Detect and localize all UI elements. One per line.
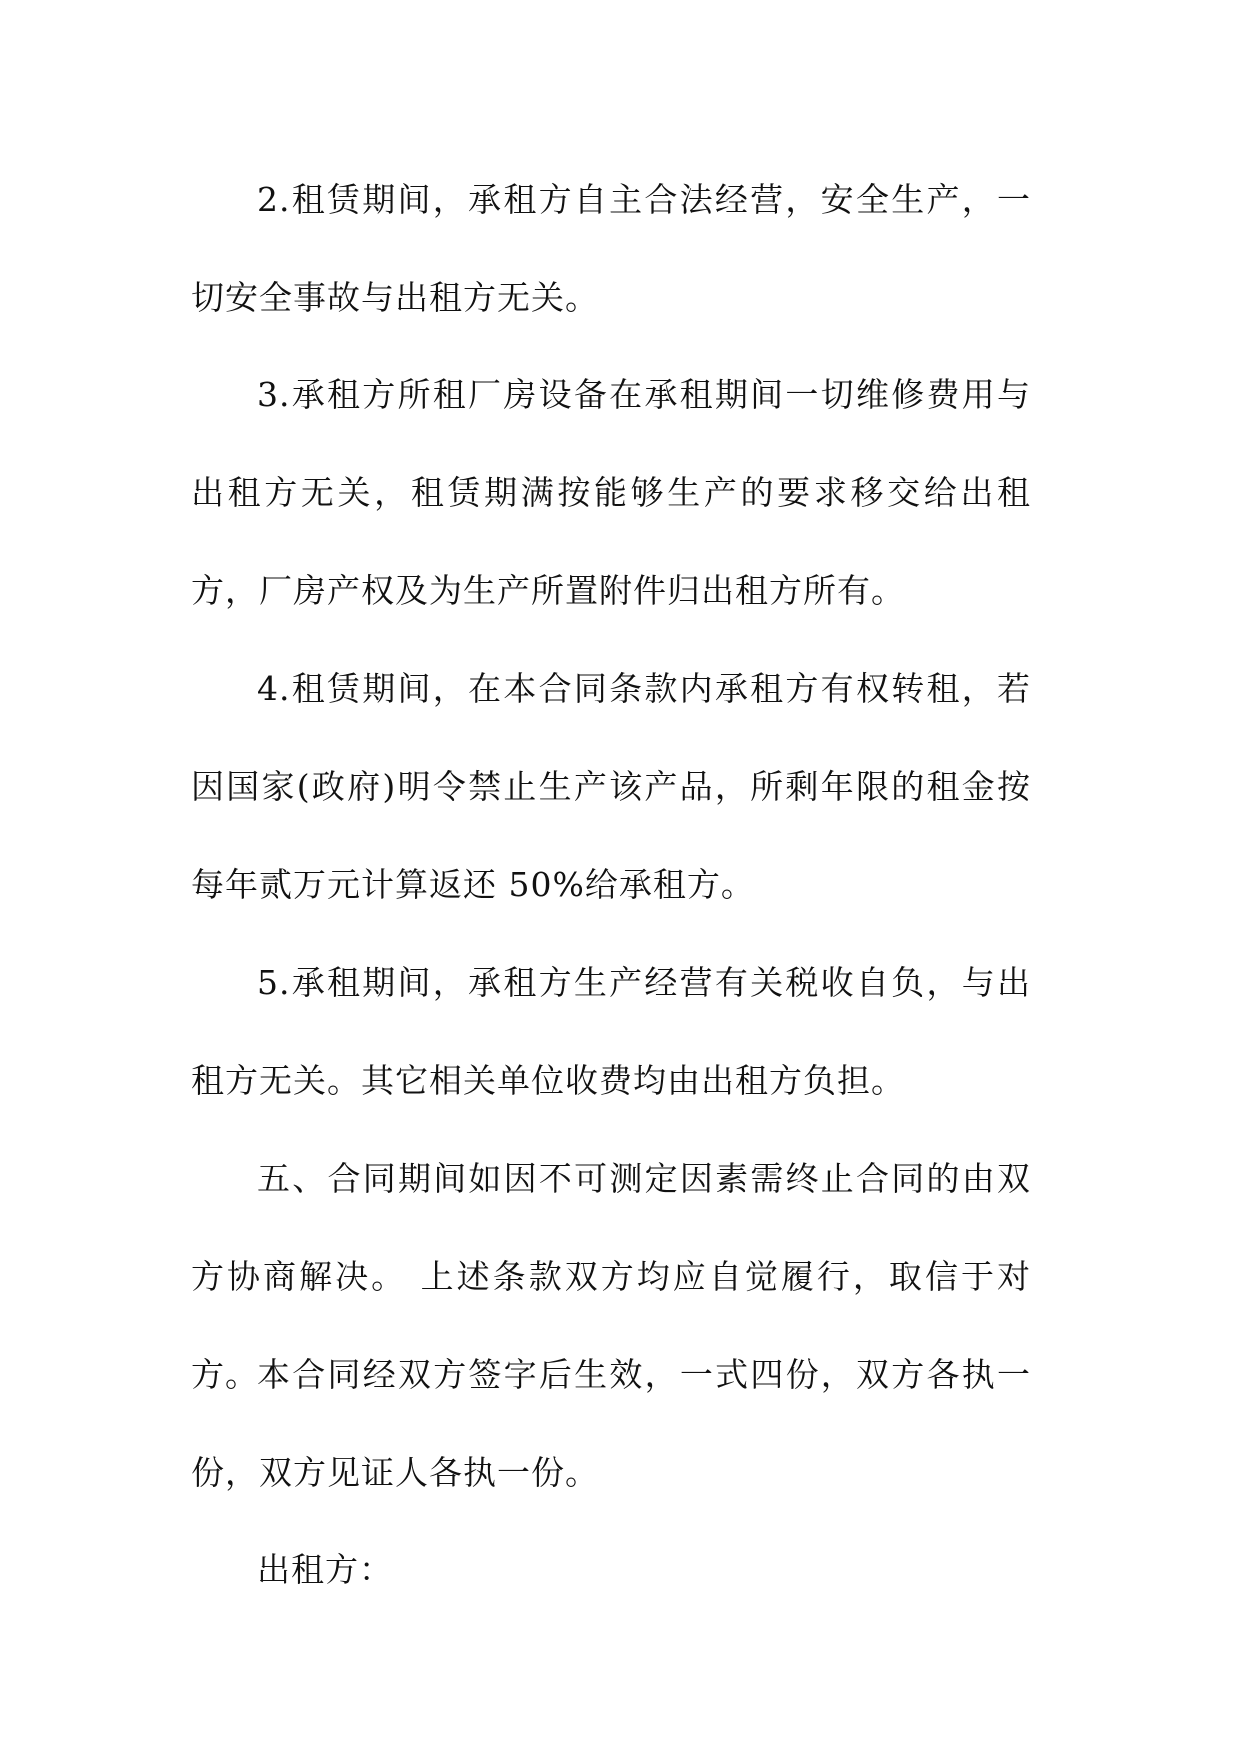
section-5-paragraph: 五、合同期间如因不可测定因素需终止合同的由双方协商解决。 上述条款双方均应自觉履行，取信于对方。: [191, 1159, 1031, 1394]
clause-2-paragraph: 2.租赁期间，承租方自主合法经营，安全生产，一切安全事故与出租方无关。: [191, 180, 1031, 317]
lessor-signature-label: 出租方：: [257, 1550, 393, 1589]
clause-3-paragraph: 3.承租方所租厂房设备在承租期间一切维修费用与出租方无关，租赁期满按能够生产的要求移交给出租方，厂房产权及为生产所置附件归出租方所有。: [191, 375, 1031, 610]
effective-clause-paragraph: 本合同经双方签字后生效，一式四份，双方各执一份，双方见证人各执一份。: [191, 1355, 1031, 1492]
clause-5-paragraph: 5.承租期间，承租方生产经营有关税收自负，与出租方无关。其它相关单位收费均由出租方负担。: [191, 963, 1031, 1100]
clause-4-paragraph: 4.租赁期间，在本合同条款内承租方有权转租，若因国家(政府)明令禁止生产该产品，所剩年限的租金按每年贰万元计算返还 50%给承租方。: [191, 669, 1031, 904]
